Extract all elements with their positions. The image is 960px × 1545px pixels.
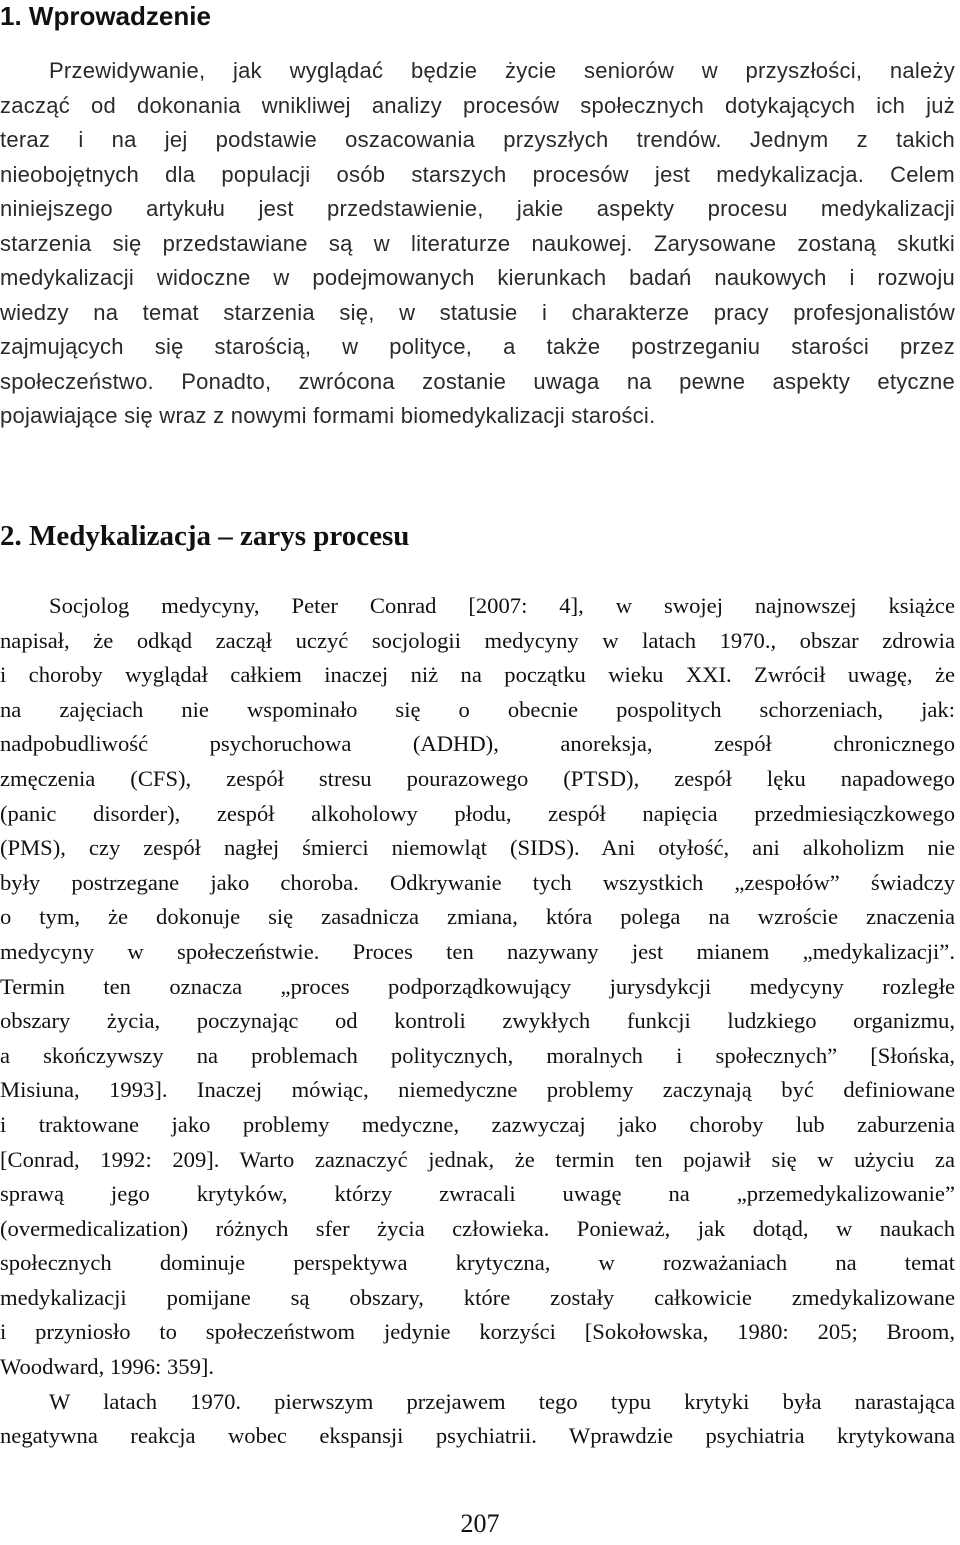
text-line: obszary życia, poczynając od kontroli zwykłych funkcji ludzkiego organizmu, <box>0 1008 955 1034</box>
text-line: Woodward, 1996: 359]. <box>0 1354 215 1380</box>
section-2-paragraph-1 <box>0 589 955 1454</box>
text-line: i przyniosło to społeczeństwom jedynie korzyści [Sokołowska, 1980: 205; Broom, <box>0 1319 955 1345</box>
text-line: negatywna reakcja wobec ekspansji psychiatrii. Wprawdzie psychiatria krytykowana <box>0 1423 955 1449</box>
text-line: niniejszego artykułu jest przedstawienie, jakie aspekty procesu medykalizacji <box>0 196 955 221</box>
text-line: starzenia się przedstawiane są w literaturze naukowej. Zarysowane zostaną skutki <box>0 230 955 256</box>
text-line: [Conrad, 1992: 209]. Warto zaznaczyć jednak, że termin ten pojawił się w użyciu za <box>0 1146 955 1172</box>
text-line: społeczeństwo. Ponadto, zwrócona zostanie uwaga na pewne aspekty etyczne <box>0 368 955 394</box>
text-line: wiedzy na temat starzenia się, w statusie i charakterze pracy profesjonalistów <box>0 299 955 325</box>
text-line: (PMS), czy zespół nagłej śmierci niemowląt (SIDS). Ani otyłość, ani alkoholizm nie <box>0 835 955 861</box>
text-line: a skończywszy na problemach politycznych, moralnych i społecznych” [Słońska, <box>0 1042 955 1068</box>
text-line: zmęczenia (CFS), zespół stresu pourazowego (PTSD), zespół lęku napadowego <box>0 765 955 791</box>
text-line: Przewidywanie, jak wyglądać będzie życie seniorów w przyszłości, należy <box>49 58 955 83</box>
text-line: napisał, że odkąd zaczął uczyć socjologii medycyny w latach 1970., obszar zdrowia <box>0 627 955 653</box>
text-line: społecznych dominuje perspektywa krytyczna, w rozważaniach na temat <box>0 1250 955 1276</box>
text-line: (overmedicalization) różnych sfer życia człowieka. Ponieważ, jak dotąd, w naukach <box>0 1215 955 1241</box>
text-line: nieobojętnych dla populacji osób starszych procesów jest medykalizacja. Celem <box>0 161 955 187</box>
page-number: 207 <box>460 1509 500 1538</box>
text-line: Termin ten oznacza „proces podporządkowujący jurysdykcji medycyny rozległe <box>0 973 955 999</box>
text-line: medykalizacji widoczne w podejmowanych kierunkach badań naukowych i rozwoju <box>0 265 955 290</box>
text-line: Socjolog medycyny, Peter Conrad [2007: 4], w swojej najnowszej książce <box>49 593 955 618</box>
text-line: zajmujących się starością, w polityce, a także postrzeganiu starości przez <box>0 334 955 359</box>
text-line: Misiuna, 1993]. Inaczej mówiąc, niemedyczne problemy zaczynają być definiowane <box>0 1077 955 1103</box>
text-line: nadpobudliwość psychoruchowa (ADHD), anoreksja, zespół chronicznego <box>0 731 955 757</box>
text-line: sprawą jego krytyków, którzy zwracali uwagę na „przemedykalizowanie” <box>0 1181 955 1207</box>
text-line: zacząć od dokonania wnikliwej analizy procesów społecznych dotykających ich już <box>0 92 955 118</box>
text-line: W latach 1970. pierwszym przejawem tego typu krytyki była narastająca <box>49 1388 955 1414</box>
text-line: teraz i na jej podstawie oszacowania przyszłych trendów. Jednym z takich <box>0 127 955 152</box>
section-1-heading: 1. Wprowadzenie <box>0 1 211 31</box>
text-line: i choroby wyglądał całkiem inaczej niż na początku wieku XXI. Zwrócił uwagę, że <box>0 662 955 688</box>
section-2-heading: 2. Medykalizacja – zarys procesu <box>0 520 410 552</box>
text-line: medycyny w społeczeństwie. Proces ten nazywany jest mianem „medykalizacji”. <box>0 938 955 964</box>
section-1-paragraph <box>0 54 955 434</box>
text-line: pojawiające się wraz z nowymi formami biomedykalizacji starości. <box>0 403 656 428</box>
text-line: (panic disorder), zespół alkoholowy płodu, zespół napięcia przedmiesiączkowego <box>0 800 955 826</box>
text-line: były postrzegane jako choroba. Odkrywanie tych wszystkich „zespołów” świadczy <box>0 869 955 895</box>
text-line: medykalizacji pomijane są obszary, które zostały całkowicie zmedykalizowane <box>0 1284 955 1310</box>
text-line: o tym, że dokonuje się zasadnicza zmiana, która polega na wzroście znaczenia <box>0 904 955 930</box>
text-line: i traktowane jako problemy medyczne, zazwyczaj jako choroby lub zaburzenia <box>0 1111 955 1137</box>
text-line: na zajęciach nie wspominało się o obecnie pospolitych schorzeniach, jak: <box>0 696 955 722</box>
